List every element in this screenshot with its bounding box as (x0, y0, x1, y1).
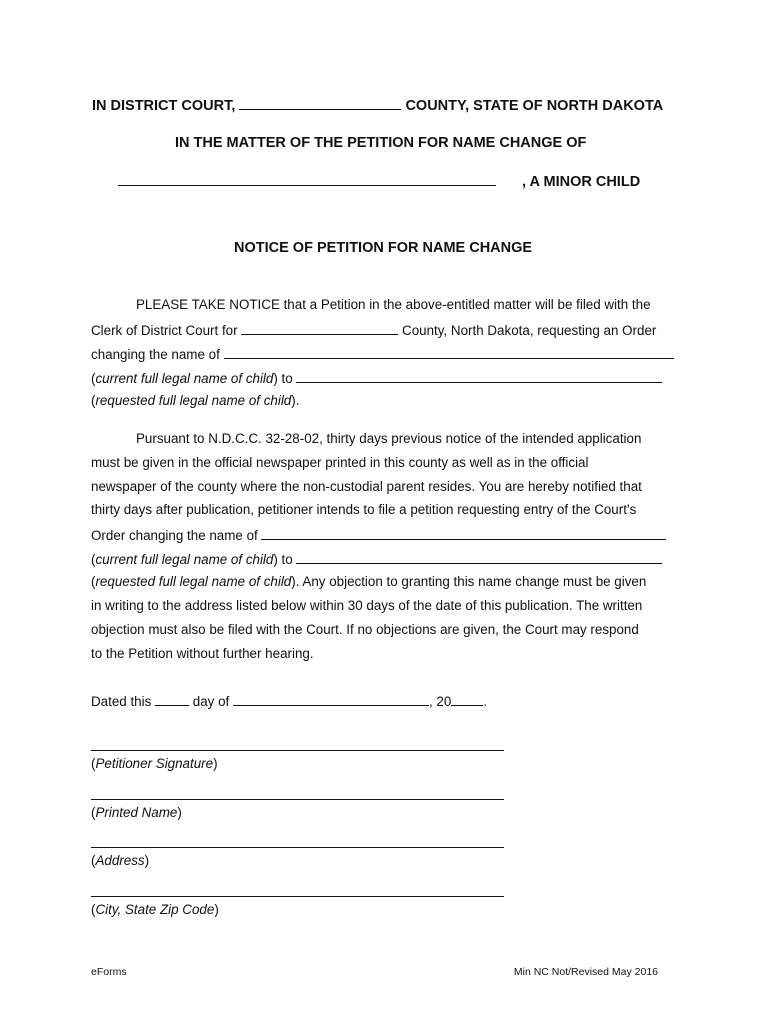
para2-line10: to the Petition without further hearing. (91, 646, 314, 661)
para1-line2-b: County, North Dakota, requesting an Order (402, 323, 657, 338)
clerk-county-blank[interactable] (241, 321, 398, 335)
day-blank[interactable] (155, 692, 189, 706)
city-state-zip-label: (City, State Zip Code) (91, 902, 219, 917)
current-name-blank-2[interactable] (261, 526, 666, 540)
footer-left: eForms (91, 966, 127, 978)
para2-line9: objection must also be filed with the Court. If no objections are given, the Court may respond (91, 622, 639, 637)
dated-label: Dated this (91, 694, 152, 709)
signature-label-text: Petitioner Signature (95, 756, 214, 771)
printed-name-label: (Printed Name) (91, 805, 182, 820)
requested-name-blank-1[interactable] (296, 369, 662, 383)
year-prefix: , 20 (428, 694, 452, 709)
para2-line7-italic: requested full legal name of child (95, 574, 292, 589)
address-line[interactable] (91, 847, 504, 848)
para1-line5-italic: requested full legal name of child (95, 393, 292, 408)
para2-line6-close: ) to (273, 552, 293, 567)
para2-line8: in writing to the address listed below within 30 days of the date of this publication. The written (91, 598, 643, 613)
para1-line2 (91, 321, 656, 338)
year-blank[interactable] (451, 692, 483, 706)
current-name-blank-1[interactable] (224, 345, 674, 359)
para2-line6 (91, 550, 662, 567)
address-label-text: Address (95, 853, 145, 868)
requested-name-blank-2[interactable] (296, 550, 662, 564)
para2-line7 (91, 574, 646, 589)
child-name-blank[interactable] (118, 172, 496, 186)
signature-label: (Petitioner Signature) (91, 756, 218, 771)
para2-line3: newspaper of the county where the non-custodial parent resides. You are hereby notified that (91, 479, 642, 494)
para1-line4-italic: current full legal name of child (95, 371, 274, 386)
para1-line2-a: Clerk of District Court for (91, 323, 238, 338)
para2-line6-italic: current full legal name of child (95, 552, 274, 567)
dated-line (91, 692, 487, 709)
para1-line4-close: ) to (273, 371, 293, 386)
printed-name-label-text: Printed Name (95, 805, 178, 820)
day-of-label: day of (192, 694, 230, 709)
address-label: (Address) (91, 853, 150, 868)
month-blank[interactable] (233, 692, 429, 706)
caption-child-line (118, 172, 640, 190)
city-state-zip-line[interactable] (91, 896, 504, 897)
para2-line2: must be given in the official newspaper printed in this county as well as in the official (91, 455, 589, 470)
para1-line5-close: ). (291, 393, 300, 408)
caption-minor-child: , A MINOR CHILD (522, 174, 641, 190)
caption-matter: IN THE MATTER OF THE PETITION FOR NAME CHANGE OF (175, 135, 587, 151)
printed-name-line[interactable] (91, 799, 504, 800)
para1-line5-open: ( (91, 393, 96, 408)
dated-period: . (483, 694, 488, 709)
para1-line3 (91, 345, 674, 362)
caption-court-right: COUNTY, STATE OF NORTH DAKOTA (405, 98, 664, 114)
para2-line4: thirty days after publication, petitioner intends to file a petition requesting entry of the Court’s (91, 502, 637, 517)
caption-court-line (92, 96, 663, 114)
footer-right: Min NC Not/Revised May 2016 (513, 966, 658, 978)
county-blank[interactable] (239, 96, 401, 110)
caption-court-left: IN DISTRICT COURT, (92, 98, 236, 114)
para2-line6-open: ( (91, 552, 96, 567)
para1-line1: PLEASE TAKE NOTICE that a Petition in the above-entitled matter will be filed with the (136, 297, 651, 312)
para2-line5 (91, 526, 666, 543)
para2-line1: Pursuant to N.D.C.C. 32-28-02, thirty days previous notice of the intended application (136, 431, 642, 446)
para2-line7-open: ( (91, 574, 96, 589)
para2-line5-text: Order changing the name of (91, 528, 258, 543)
para2-line7-close: ). Any objection to granting this name change must be given (291, 574, 647, 589)
signature-line[interactable] (91, 750, 504, 751)
para1-line5 (91, 393, 299, 408)
para1-line4-open: ( (91, 371, 96, 386)
city-state-zip-label-text: City, State Zip Code (95, 902, 215, 917)
para1-line3-text: changing the name of (91, 347, 220, 362)
document-title: NOTICE OF PETITION FOR NAME CHANGE (234, 240, 533, 256)
para1-line4 (91, 369, 662, 386)
